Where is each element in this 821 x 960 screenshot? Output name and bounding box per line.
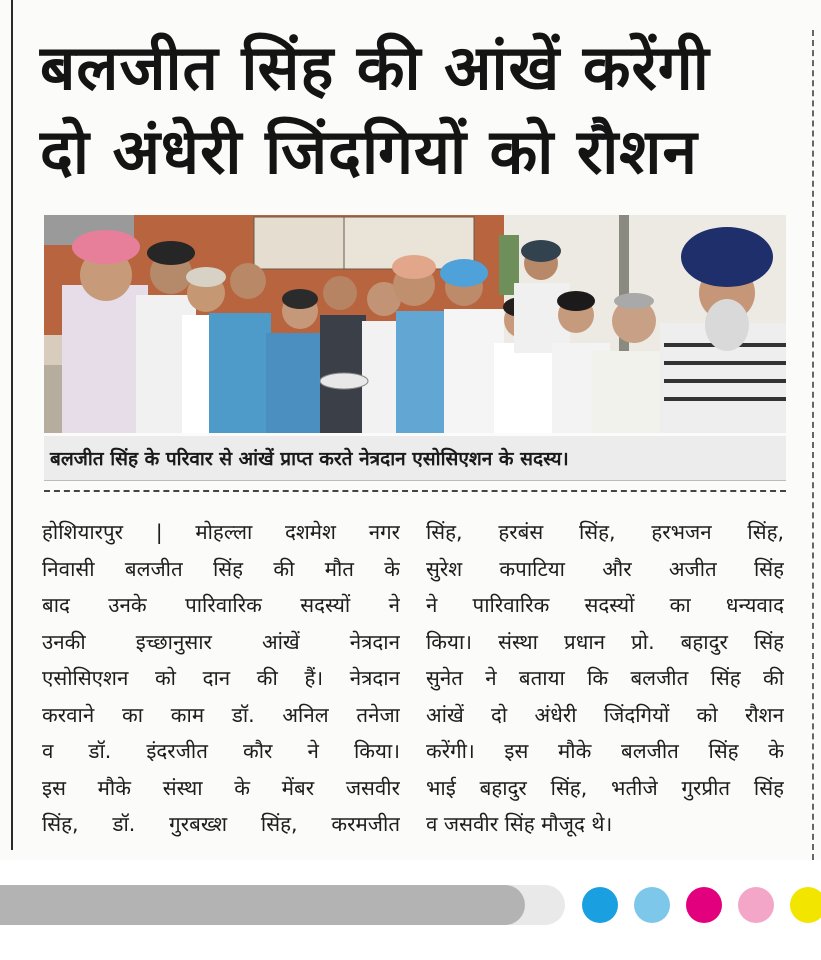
photo-caption: बलजीत सिंह के परिवार से आंखें प्राप्त करते नेत्रदान एसोसिएशन के सदस्य। [50,448,569,470]
body-line: इस मौके संस्था के मेंबर जसवीर [42,775,400,800]
viewer-progress-bar[interactable] [0,885,565,925]
headline-line-2: दो अंधेरी जिंदगियों को रौशन [40,115,698,188]
body-line: एसोसिएशन को दान की हैं। नेत्रदान [42,666,400,690]
photo-caption-bar [44,436,786,481]
body-line: आंखें दो अंधेरी जिंदगियों को रौशन [426,702,784,727]
pager-dot[interactable] [634,887,670,923]
column-rule-right [812,30,814,860]
headline [40,26,800,194]
body-line: किया। संस्था प्रधान प्रो. बहादुर सिंह [426,629,784,654]
body-line: बाद उनके पारिवारिक सदस्यों ने [42,593,400,617]
body-line: सुनेत ने बताया कि बलजीत सिंह की [426,666,784,690]
body-line: करेंगी। इस मौके बलजीत सिंह के [426,739,784,763]
news-photo [44,215,786,433]
pager-dot[interactable] [686,887,722,923]
headline-line-1: बलजीत सिंह की आंखें करेंगी [40,31,710,104]
article-column-right [426,514,784,843]
body-line: व डॉ. इंदरजीत कौर ने किया। [42,739,400,763]
group-photo-illustration [44,215,786,433]
viewer-progress-fill [0,885,525,925]
article-column-left [42,514,400,843]
body-line: ने पारिवारिक सदस्यों का धन्यवाद [426,593,784,617]
pager-dot[interactable] [790,887,821,923]
body-line: उनकी इच्छानुसार आंखें नेत्रदान [42,629,400,654]
body-line: करवाने का काम डॉ. अनिल तनेजा [42,702,400,727]
pager-dot[interactable] [582,887,618,923]
body-line: व जसवीर सिंह मौजूद थे। [426,812,613,836]
body-line: सिंह, हरबंस सिंह, हरभजन सिंह, [426,520,784,544]
body-line: निवासी बलजीत सिंह की मौत के [42,556,400,581]
body-line: सुरेश कपाटिया और अजीत सिंह [426,556,784,581]
column-rule-left [11,0,13,850]
pager-dot[interactable] [738,887,774,923]
body-line: सिंह, डॉ. गुरबख्श सिंह, करमजीत [42,812,400,836]
dashed-separator [44,490,786,492]
body-line: भाई बहादुर सिंह, भतीजे गुरप्रीत सिंह [426,775,784,800]
body-line: होशियारपुर | मोहल्ला दशमेश नगर [42,520,400,544]
